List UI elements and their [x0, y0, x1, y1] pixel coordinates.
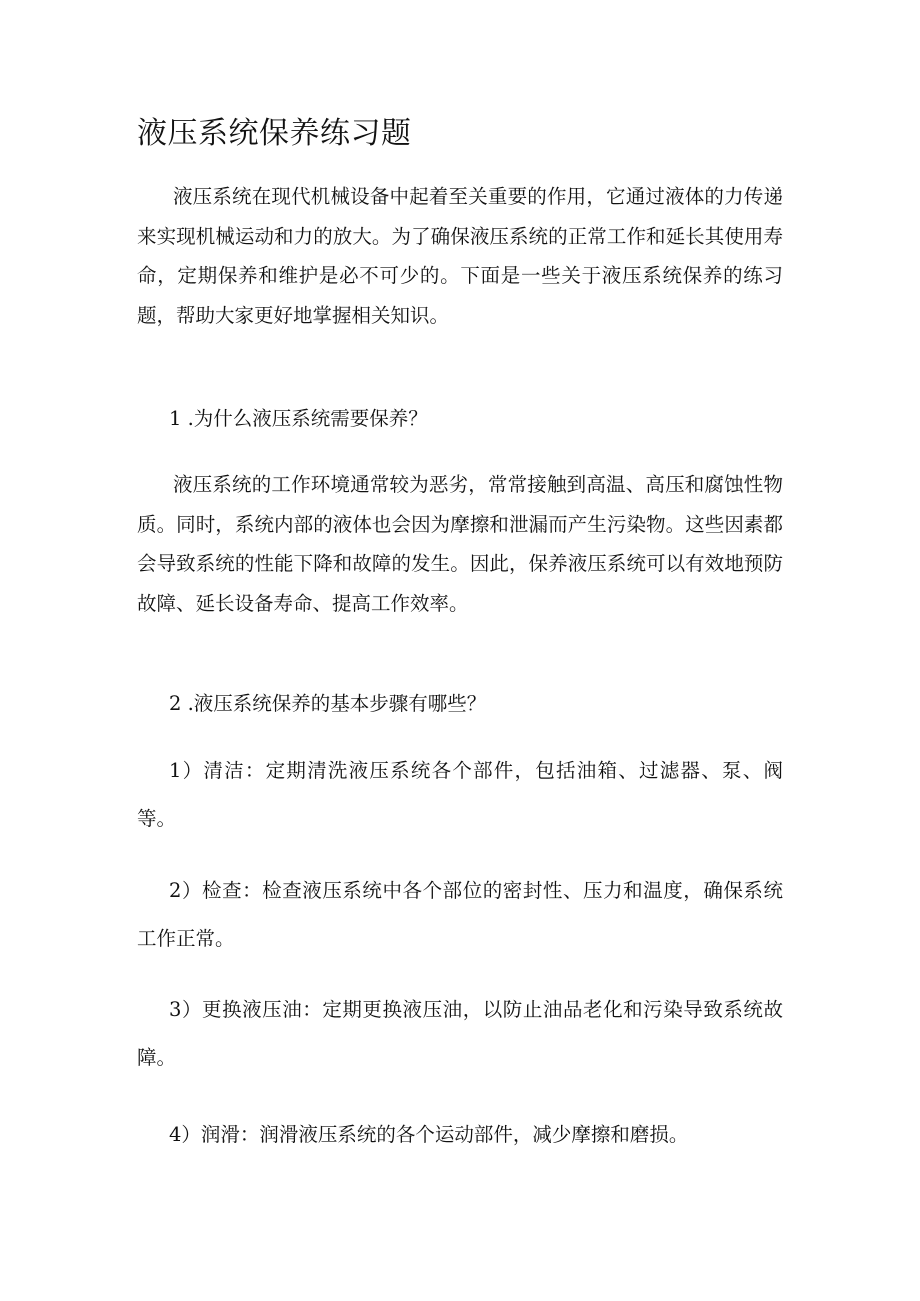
step-item-3: 3）更换液压油：定期更换液压油，以防止油品老化和污染导致系统故障。	[137, 998, 783, 1069]
step-item-1: 1）清洁：定期清洗液压系统各个部件，包括油箱、过滤器、泵、阀等。	[137, 759, 783, 830]
step-item-4: 4）润滑：润滑液压系统的各个运动部件，减少摩擦和磨损。	[169, 1123, 689, 1146]
intro-paragraph: 液压系统在现代机械设备中起着至关重要的作用，它通过液体的力传递来实现机械运动和力的放大。为了确保液压系统的正常工作和延长其使用寿命，定期保养和维护是必不可少的。下面是一些关于液压系统保养的练习题，帮助大家更好地掌握相关知识。	[137, 185, 783, 327]
step-item-2: 2）检查：检查液压系统中各个部位的密封性、压力和温度，确保系统工作正常。	[137, 879, 783, 950]
question-2: 2 .液压系统保养的基本步骤有哪些？	[169, 692, 487, 715]
document-title: 液压系统保养练习题	[137, 116, 412, 151]
question-1: 1 .为什么液压系统需要保养？	[169, 407, 428, 430]
answer-1-paragraph: 液压系统的工作环境通常较为恶劣，常常接触到高温、高压和腐蚀性物质。同时，系统内部的液体也会因为摩擦和泄漏而产生污染物。这些因素都会导致系统的性能下降和故障的发生。因此，保养液压系统可以有效地预防故障、延长设备寿命、提高工作效率。	[137, 473, 783, 615]
